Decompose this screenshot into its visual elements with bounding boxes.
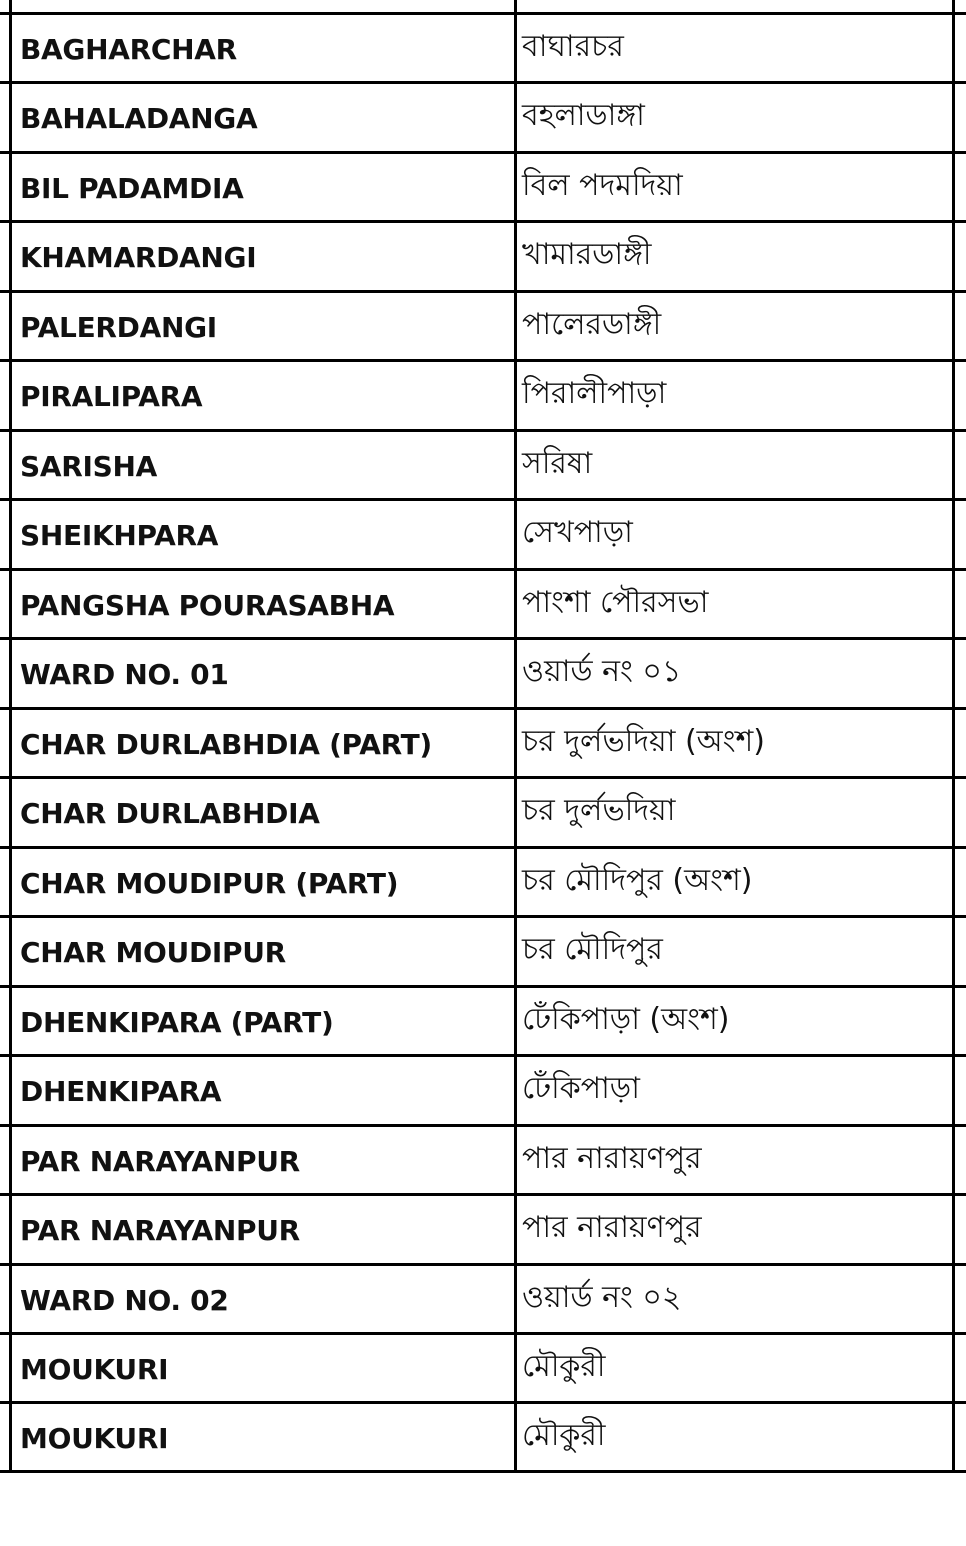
table-row xyxy=(0,779,966,845)
bengali-name-cell: চর দুর্লভদিয়া xyxy=(522,792,676,828)
bengali-name-cell: বাঘারচর xyxy=(522,28,624,64)
bengali-name-cell: পালেরডাঙ্গী xyxy=(522,306,662,342)
table-row xyxy=(0,362,966,428)
bengali-name-cell: ওয়ার্ড নং ০২ xyxy=(522,1279,682,1315)
bengali-name-cell: বহলাডাঙ্গা xyxy=(522,97,645,133)
english-name-cell: PIRALIPARA xyxy=(20,380,203,413)
english-name-cell: BIL PADAMDIA xyxy=(20,172,244,205)
english-name-cell: DHENKIPARA (PART) xyxy=(20,1006,334,1039)
table-row xyxy=(0,293,966,359)
english-name-cell: MOUKURI xyxy=(20,1353,169,1386)
english-name-cell: BAGHARCHAR xyxy=(20,33,237,66)
english-name-cell: PANGSHA POURASABHA xyxy=(20,589,395,622)
table-row xyxy=(0,501,966,567)
bengali-name-cell: ঢেঁকিপাড়া xyxy=(522,1070,640,1106)
bengali-name-cell: মৌকুরী xyxy=(522,1417,606,1453)
bengali-name-cell: খামারডাঙ্গী xyxy=(522,236,652,272)
bengali-name-cell: চর মৌদিপুর xyxy=(522,931,663,967)
english-name-cell: KHAMARDANGI xyxy=(20,241,257,274)
table-row xyxy=(0,918,966,984)
table-row xyxy=(0,571,966,637)
table-row xyxy=(0,849,966,915)
table-row xyxy=(0,84,966,150)
table-row xyxy=(0,432,966,498)
bengali-name-cell: পাংশা পৌরসভা xyxy=(522,584,709,620)
english-name-cell: WARD NO. 01 xyxy=(20,658,229,691)
english-name-cell: SHEIKHPARA xyxy=(20,519,219,552)
bengali-name-cell: ওয়ার্ড নং ০১ xyxy=(522,653,682,689)
table-row xyxy=(0,15,966,81)
bengali-name-cell: মৌকুরী xyxy=(522,1348,606,1384)
english-name-cell: CHAR MOUDIPUR (PART) xyxy=(20,867,399,900)
bengali-name-cell: চর মৌদিপুর (অংশ) xyxy=(522,862,753,898)
bengali-name-cell: বিল পদমদিয়া xyxy=(522,167,683,203)
table-row xyxy=(0,710,966,776)
english-name-cell: DHENKIPARA xyxy=(20,1075,222,1108)
english-name-cell: CHAR MOUDIPUR xyxy=(20,936,286,969)
english-name-cell: MOUKURI xyxy=(20,1422,169,1455)
english-name-cell: PAR NARAYANPUR xyxy=(20,1145,300,1178)
english-name-cell: CHAR DURLABHDIA (PART) xyxy=(20,728,432,761)
bengali-name-cell: ঢেঁকিপাড়া (অংশ) xyxy=(522,1001,730,1037)
table-row xyxy=(0,154,966,220)
table-row xyxy=(0,1196,966,1262)
english-name-cell: PAR NARAYANPUR xyxy=(20,1214,300,1247)
grid-line-bottom xyxy=(0,1470,966,1473)
table-row xyxy=(0,1335,966,1401)
table-row xyxy=(0,1127,966,1193)
english-name-cell: BAHALADANGA xyxy=(20,102,258,135)
table-row xyxy=(0,1057,966,1123)
english-name-cell: WARD NO. 02 xyxy=(20,1284,229,1317)
english-name-cell: PALERDANGI xyxy=(20,311,217,344)
table-row xyxy=(0,640,966,706)
english-name-cell: SARISHA xyxy=(20,450,157,483)
bengali-name-cell: সরিষা xyxy=(522,445,593,481)
bengali-name-cell: চর দুর্লভদিয়া (অংশ) xyxy=(522,723,766,759)
bengali-name-cell: পার নারায়ণপুর xyxy=(522,1140,702,1176)
english-name-cell: CHAR DURLABHDIA xyxy=(20,797,320,830)
table-row xyxy=(0,223,966,289)
bengali-name-cell: সেখপাড়া xyxy=(522,514,633,550)
table-row xyxy=(0,1404,966,1470)
table-row xyxy=(0,1266,966,1332)
bengali-name-cell: পিরালীপাড়া xyxy=(522,375,667,411)
table-row xyxy=(0,988,966,1054)
bengali-name-cell: পার নারায়ণপুর xyxy=(522,1209,702,1245)
